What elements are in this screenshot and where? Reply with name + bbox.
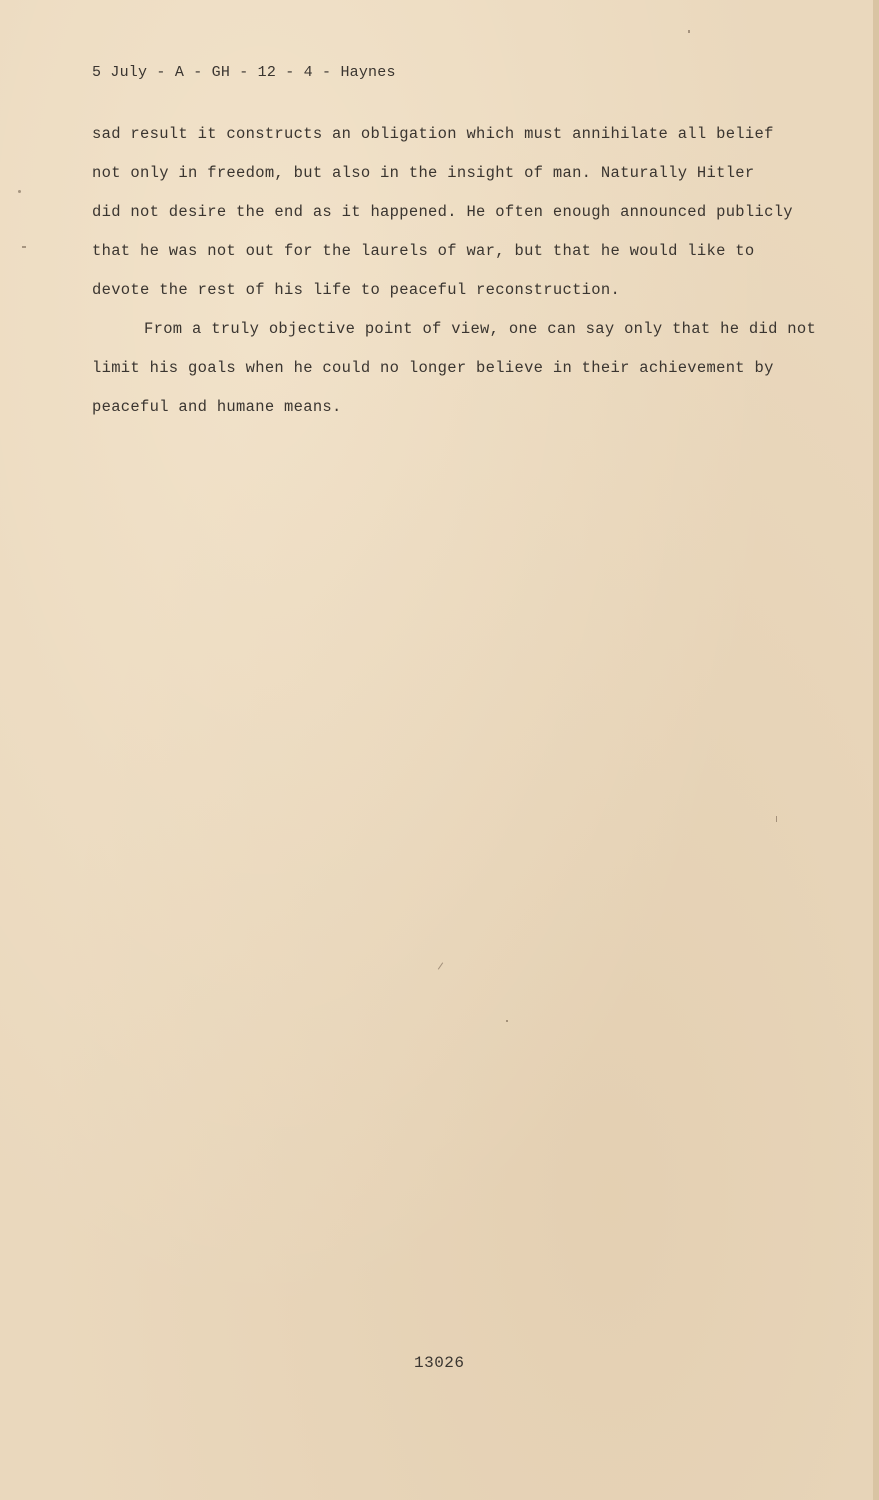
paper-speck — [22, 246, 26, 248]
text-line: that he was not out for the laurels of war, but that he would like to — [92, 242, 755, 260]
paper-speck — [438, 962, 443, 969]
text-line: peaceful and humane means. — [92, 398, 342, 416]
text-line: sad result it constructs an obligation which must annihilate all belief — [92, 125, 774, 143]
page-header: 5 July - A - GH - 12 - 4 - Haynes — [92, 64, 396, 81]
text-line: devote the rest of his life to peaceful reconstruction. — [92, 281, 621, 299]
text-line: limit his goals when he could no longer believe in their achievement by — [92, 359, 774, 377]
paper-speck — [506, 1020, 508, 1022]
text-line: not only in freedom, but also in the insight of man. Naturally Hitler — [92, 164, 755, 182]
text-line: did not desire the end as it happened. He often enough announced publicly — [92, 203, 793, 221]
paper-speck — [688, 30, 690, 33]
document-body — [92, 115, 832, 427]
paragraph-1 — [92, 115, 832, 310]
paper-speck — [18, 190, 21, 193]
page-number: 13026 — [414, 1354, 465, 1372]
paper-speck — [776, 816, 777, 822]
text-line: From a truly objective point of view, one can say only that he did not — [144, 320, 817, 338]
paragraph-2 — [92, 310, 832, 427]
